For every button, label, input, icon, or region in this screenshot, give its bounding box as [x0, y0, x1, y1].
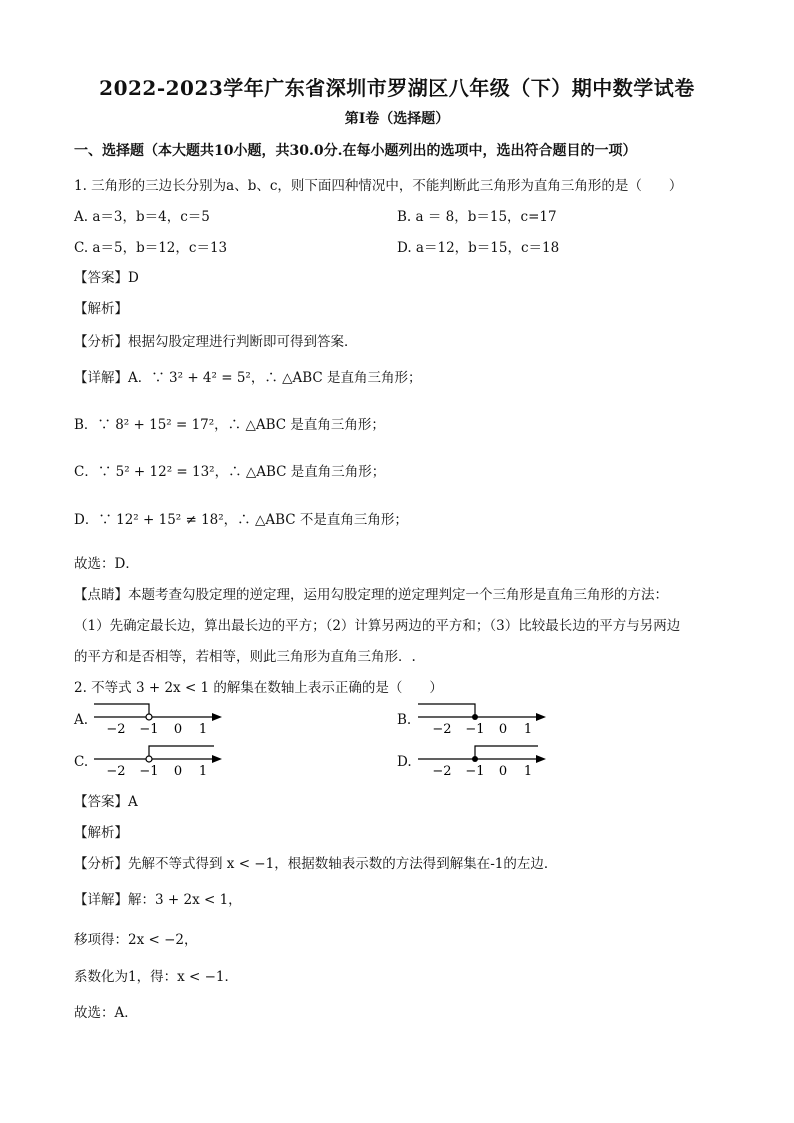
q1-dianjing-2: （1）先确定最长边，算出最长边的平方；（2）计算另两边的平方和；（3）比较最长边的平方与另两边 — [74, 618, 681, 634]
axis-arrow — [212, 755, 222, 763]
q2-answer: A — [128, 794, 138, 810]
tick-label: −1 — [465, 722, 485, 737]
q2-option-d-label: D. — [397, 754, 412, 770]
q2-detail-tag: 【详解】 — [74, 892, 128, 908]
q1-option-d: D. a＝12，b＝15，c＝18 — [397, 240, 560, 256]
solution-bracket — [149, 746, 214, 759]
q1-stem: 1. 三角形的三边长分别为a、b、c，则下面四种情况中，不能判断此三角形为直角三角形的是（ ） — [74, 178, 683, 194]
open-endpoint — [146, 756, 152, 762]
tick-label: 0 — [498, 764, 508, 779]
tick-label: −2 — [106, 722, 126, 737]
q1-answer-tag: 【答案】 — [74, 270, 128, 286]
tick-label: 0 — [498, 722, 508, 737]
q1-dianjing-1: 本题考查勾股定理的逆定理，运用勾股定理的逆定理判定一个三角形是直角三角形的方法： — [128, 587, 668, 603]
q2-number-line-b — [414, 700, 554, 740]
q2-number-line-d — [414, 742, 554, 782]
open-endpoint — [146, 714, 152, 720]
tick-label: −1 — [139, 764, 159, 779]
q2-answer-tag: 【答案】 — [74, 794, 128, 810]
tick-label: −2 — [432, 722, 452, 737]
q2-number-line-a — [90, 700, 230, 740]
tick-label: 1 — [523, 764, 533, 779]
q1-dianjing-line — [74, 583, 668, 603]
q1-detail-tag: 【详解】 — [74, 370, 128, 386]
closed-endpoint — [472, 756, 478, 762]
tick-label: −1 — [465, 764, 485, 779]
part-title: 第I卷（选择题） — [344, 111, 450, 127]
q1-fenxi-tag: 【分析】 — [74, 334, 128, 350]
tick-label: −2 — [106, 764, 126, 779]
solution-bracket — [94, 704, 149, 717]
q1-detail-b: B．∵ 8² + 15² = 17²，∴ △ABC 是直角三角形； — [74, 417, 385, 433]
tick-label: 0 — [173, 722, 183, 737]
q1-detail-c: C．∵ 5² + 12² = 13²，∴ △ABC 是直角三角形； — [74, 464, 386, 480]
q2-detail-3: 系数化为1，得：x < −1． — [74, 969, 238, 985]
q1-answer: D — [128, 270, 139, 286]
q2-fenxi-line — [74, 852, 557, 872]
q1-option-a: A. a＝3，b＝4，c＝5 — [74, 209, 210, 225]
q1-fenxi: 根据勾股定理进行判断即可得到答案． — [128, 334, 358, 350]
q2-detail-2: 移项得：2x < −2， — [74, 932, 198, 948]
tick-label: 1 — [523, 722, 533, 737]
tick-label: −1 — [139, 722, 159, 737]
tick-label: 0 — [173, 764, 183, 779]
q2-fenxi-tag: 【分析】 — [74, 856, 128, 872]
q1-fenxi-line — [74, 330, 358, 350]
q2-number-line-c — [90, 742, 230, 782]
solution-bracket — [418, 704, 475, 717]
q2-detail-line — [74, 888, 242, 908]
q1-dianjing-tag: 【点睛】 — [74, 587, 128, 603]
q1-answer-line — [74, 266, 139, 286]
closed-endpoint — [472, 714, 478, 720]
q2-fenxi: 先解不等式得到 x < −1，根据数轴表示数的方法得到解集在-1的左边． — [128, 856, 558, 872]
q2-analysis-tag: 【解析】 — [74, 825, 128, 841]
axis-arrow — [536, 755, 546, 763]
q1-detail-d: D．∵ 12² + 15² ≠ 18²，∴ △ABC 不是直角三角形； — [74, 512, 408, 528]
q1-option-c: C. a＝5，b＝12，c＝13 — [74, 240, 228, 256]
section-heading: 一、选择题（本大题共10小题，共30.0分.在每小题列出的选项中，选出符合题目的一项） — [74, 143, 637, 159]
exam-title: 2022-2023学年广东省深圳市罗湖区八年级（下）期中数学试卷 — [99, 76, 695, 100]
axis-arrow — [212, 713, 222, 721]
q1-detail-a: A．∵ 3² + 4² = 5²，∴ △ABC 是直角三角形； — [128, 370, 422, 386]
q1-dianjing-3: 的平方和是否相等，若相等，则此三角形为直角三角形．. — [74, 649, 416, 665]
axis-arrow — [536, 713, 546, 721]
q1-analysis-tag: 【解析】 — [74, 301, 128, 317]
q1-detail-line — [74, 366, 422, 386]
tick-label: 1 — [198, 722, 208, 737]
q1-choose: 故选：D． — [74, 556, 139, 572]
q2-answer-line — [74, 790, 138, 810]
q2-detail-1: 解：3 + 2x < 1， — [128, 892, 242, 908]
tick-label: −2 — [432, 764, 452, 779]
tick-label: 1 — [198, 764, 208, 779]
q2-option-a-label: A. — [74, 712, 89, 728]
solution-bracket — [475, 746, 538, 759]
q2-option-c-label: C. — [74, 754, 89, 770]
q2-option-b-label: B. — [397, 712, 412, 728]
q1-option-b: B. a ＝ 8，b＝15，c=17 — [397, 209, 557, 225]
q2-stem: 2. 不等式 3 + 2x < 1 的解集在数轴上表示正确的是（ ） — [74, 680, 443, 696]
q2-choose: 故选：A． — [74, 1005, 138, 1021]
